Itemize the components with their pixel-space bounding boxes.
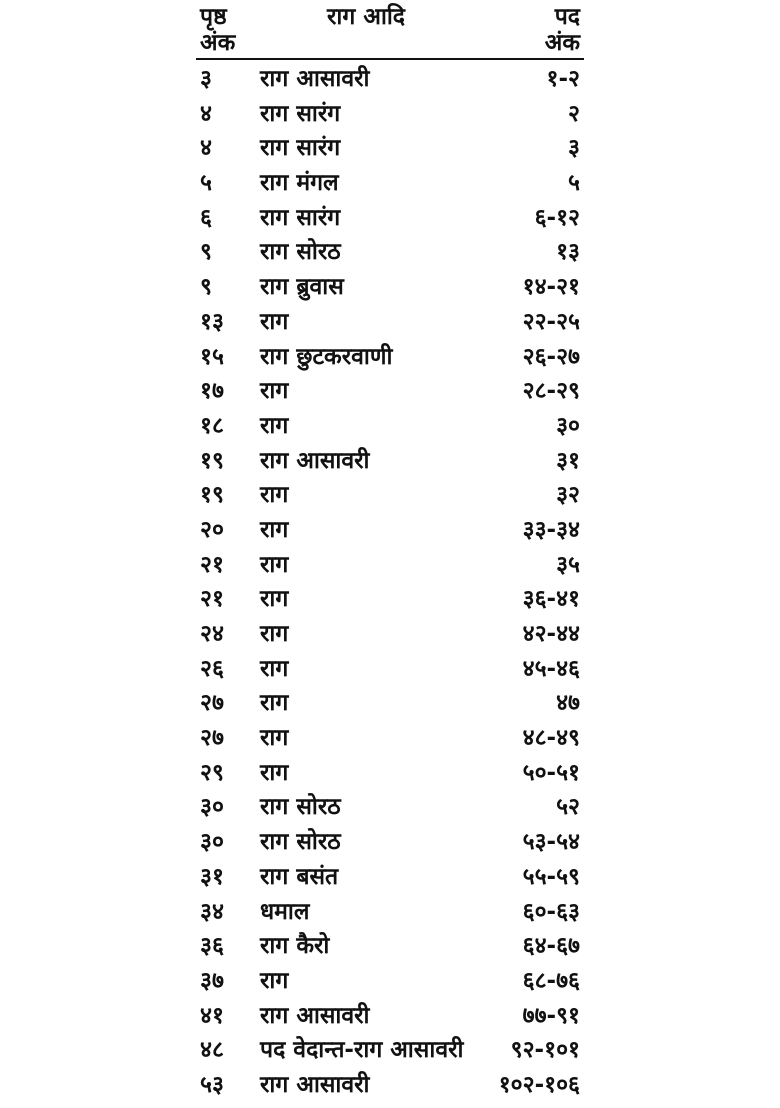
row-pada-number: २: [568, 100, 580, 127]
header-pada-number: पद अंक: [544, 4, 580, 56]
row-title: राग: [260, 308, 289, 335]
table-row: [196, 444, 584, 479]
table-row: [196, 825, 584, 860]
row-page-number: ४: [200, 135, 212, 162]
row-pada-number: ५०-५१: [522, 759, 580, 786]
row-title: राग सारंग: [260, 135, 341, 162]
row-pada-number: ४५-४६: [522, 655, 580, 682]
table-row: [196, 513, 584, 548]
row-pada-number: ९२-१०१: [510, 1037, 580, 1064]
row-title: राग: [260, 412, 289, 439]
row-pada-number: १-२: [546, 66, 580, 92]
row-page-number: २१: [200, 551, 224, 578]
row-title: राग: [260, 516, 289, 543]
table-row: [196, 686, 584, 721]
table-row: [196, 62, 584, 97]
table-row: [196, 548, 584, 583]
row-pada-number: ५: [568, 170, 580, 197]
table-row: [196, 340, 584, 375]
table-row: [196, 964, 584, 999]
row-pada-number: ३: [568, 135, 580, 162]
table-row: [196, 97, 584, 132]
row-page-number: १९: [200, 482, 224, 509]
row-title: राग सारंग: [260, 204, 341, 231]
row-pada-number: ४७: [556, 690, 580, 717]
row-title: राग छुटकरवाणी: [260, 343, 393, 370]
row-pada-number: ३६-४१: [522, 586, 580, 613]
row-pada-number: ४२-४४: [522, 621, 580, 647]
row-page-number: ३४: [200, 898, 224, 925]
row-pada-number: १३: [556, 239, 580, 266]
table-row: [196, 582, 584, 617]
row-pada-number: १०२-१०६: [498, 1071, 580, 1098]
row-title: राग सोरठ: [260, 794, 341, 821]
row-title: राग आसावरी: [260, 66, 370, 92]
row-page-number: ४८: [200, 1037, 224, 1064]
row-pada-number: ३३-३४: [522, 516, 580, 543]
row-title: राग सोरठ: [260, 829, 341, 856]
index-rows: [196, 62, 584, 1103]
table-row: [196, 409, 584, 444]
row-page-number: ५३: [200, 1071, 224, 1098]
table-row: [196, 721, 584, 756]
table-row: [196, 235, 584, 270]
row-title: राग: [260, 759, 289, 786]
row-page-number: ३६: [200, 933, 224, 960]
row-page-number: ४: [200, 100, 212, 127]
row-page-number: ३७: [200, 967, 224, 994]
row-title: राग ब्रुवास: [260, 274, 344, 301]
row-page-number: ९: [200, 239, 212, 266]
row-title: राग: [260, 621, 289, 647]
row-pada-number: ५२: [556, 794, 580, 821]
row-page-number: ५: [200, 170, 212, 197]
table-row: [196, 617, 584, 652]
row-title: राग: [260, 690, 289, 717]
row-pada-number: ३५: [556, 551, 580, 578]
header-title: राग आदि: [327, 4, 405, 30]
table-row: [196, 478, 584, 513]
table-row: [196, 1033, 584, 1068]
table-row: [196, 756, 584, 791]
row-title: राग: [260, 586, 289, 613]
row-page-number: ३१: [200, 863, 224, 890]
row-title: पद वेदान्त-राग आसावरी: [260, 1037, 464, 1064]
row-page-number: १५: [200, 343, 224, 370]
row-title: राग: [260, 725, 289, 752]
table-row: [196, 790, 584, 825]
row-page-number: १३: [200, 308, 224, 335]
row-pada-number: ४८-४९: [522, 725, 580, 752]
row-pada-number: ६४-६७: [522, 933, 580, 960]
row-title: राग सारंग: [260, 100, 341, 127]
table-row: [196, 374, 584, 409]
table-row: [196, 270, 584, 305]
row-page-number: २७: [200, 690, 224, 717]
header-page-number: पृष्ठ अंक: [200, 4, 236, 56]
row-title: राग कैरो: [260, 933, 330, 960]
row-pada-number: ७७-९१: [522, 1002, 580, 1029]
row-page-number: ३०: [200, 829, 224, 856]
row-page-number: ३: [200, 66, 212, 92]
row-page-number: १८: [200, 412, 224, 439]
table-row: [196, 860, 584, 895]
row-page-number: ४१: [200, 1002, 224, 1029]
row-title: राग आसावरी: [260, 1002, 370, 1029]
table-row: [196, 131, 584, 166]
row-title: राग: [260, 378, 289, 405]
row-page-number: १७: [200, 378, 224, 405]
row-pada-number: २२-२५: [522, 308, 580, 335]
table-row: [196, 895, 584, 930]
row-page-number: २०: [200, 516, 224, 543]
table-row: [196, 999, 584, 1034]
row-page-number: २१: [200, 586, 224, 613]
row-page-number: २७: [200, 725, 224, 752]
row-page-number: ६: [200, 204, 212, 231]
row-title: राग: [260, 551, 289, 578]
row-pada-number: ६०-६३: [522, 898, 580, 925]
row-title: धमाल: [260, 898, 310, 925]
table-row: [196, 305, 584, 340]
row-title: राग: [260, 482, 289, 509]
row-pada-number: २८-२९: [522, 378, 580, 405]
row-title: राग सोरठ: [260, 239, 341, 266]
table-row: [196, 1068, 584, 1103]
row-pada-number: १४-२१: [522, 274, 580, 301]
row-page-number: २९: [200, 759, 224, 786]
row-title: राग: [260, 655, 289, 682]
row-page-number: ३०: [200, 794, 224, 821]
table-row: [196, 652, 584, 687]
row-pada-number: ३२: [556, 482, 580, 509]
row-pada-number: ५३-५४: [522, 829, 580, 856]
row-title: राग आसावरी: [260, 1071, 370, 1098]
row-page-number: २६: [200, 655, 224, 682]
row-pada-number: ३०: [556, 412, 580, 439]
row-pada-number: ६-१२: [534, 204, 580, 231]
row-title: राग आसावरी: [260, 447, 370, 474]
row-page-number: १९: [200, 447, 224, 474]
header-divider: [196, 58, 584, 60]
table-row: [196, 201, 584, 236]
row-title: राग बसंत: [260, 863, 339, 890]
row-pada-number: ६८-७६: [522, 967, 580, 994]
table-header: [196, 4, 584, 58]
row-title: राग मंगल: [260, 170, 339, 197]
row-pada-number: ३१: [556, 447, 580, 474]
row-page-number: २४: [200, 621, 224, 647]
row-title: राग: [260, 967, 289, 994]
row-pada-number: ५५-५९: [522, 863, 580, 890]
table-row: [196, 929, 584, 964]
row-pada-number: २६-२७: [522, 343, 580, 370]
table-row: [196, 166, 584, 201]
row-page-number: ९: [200, 274, 212, 301]
